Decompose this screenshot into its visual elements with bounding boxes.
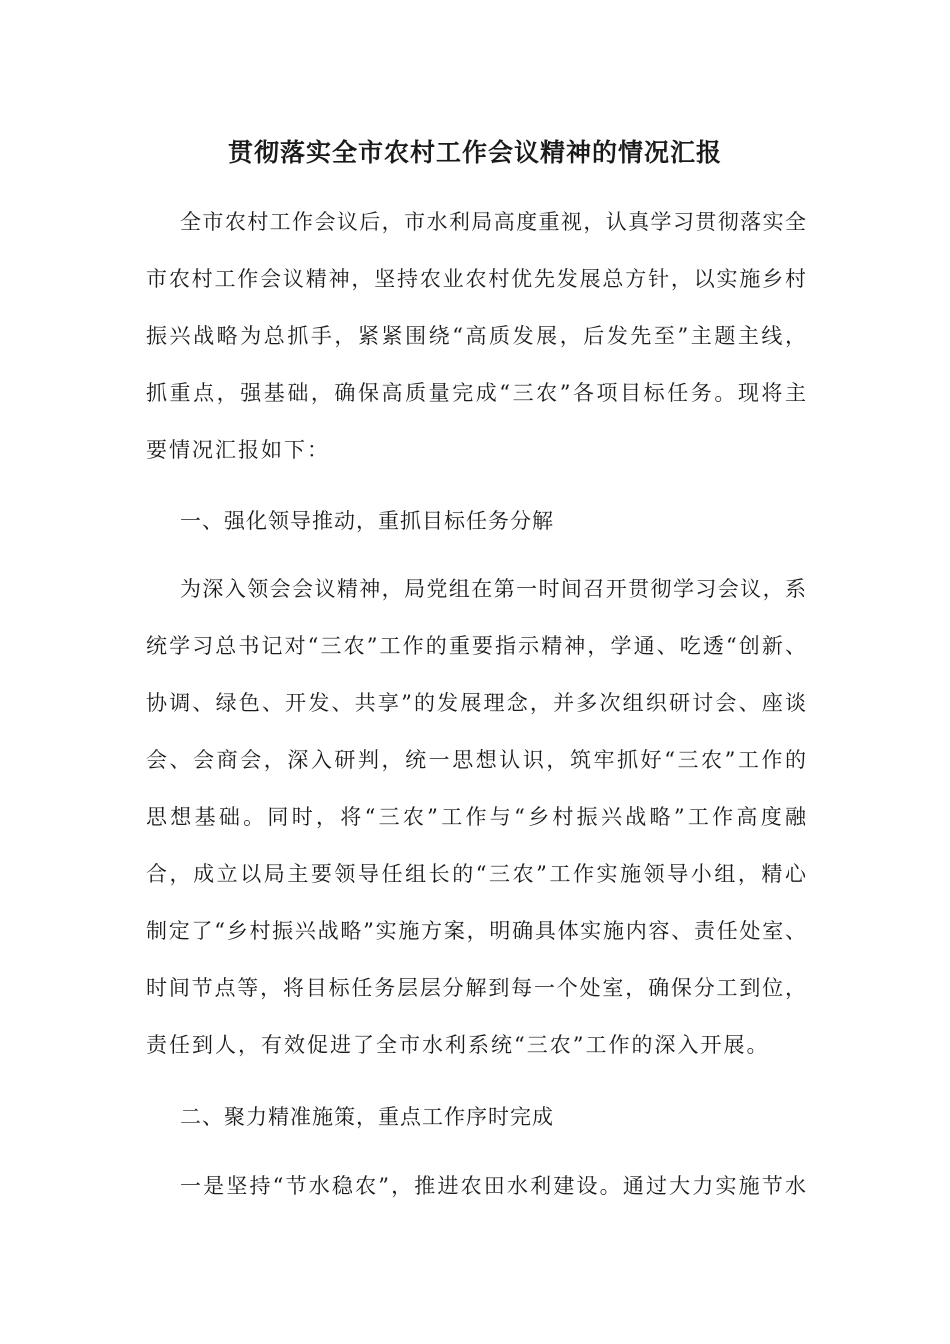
paragraph-1-line-4: 抓重点，强基础，确保高质量完成“三农”各项目标任务。现将主 bbox=[146, 381, 806, 405]
paragraph-1-line-1: 全市农村工作会议后，市水利局高度重视，认真学习贯彻落实全 bbox=[180, 210, 806, 234]
section-heading-2: 二、聚力精准施策，重点工作序时完成 bbox=[180, 1105, 554, 1129]
document-title: 贯彻落实全市农村工作会议精神的情况汇报 bbox=[227, 138, 722, 167]
paragraph-1-line-5: 要情况汇报如下： bbox=[146, 438, 330, 462]
section-heading-1: 一、强化领导推动，重抓目标任务分解 bbox=[180, 509, 554, 533]
paragraph-2-line-8: 时间节点等，将目标任务层层分解到每一个处室，确保分工到位， bbox=[146, 976, 806, 1000]
paragraph-2-line-5: 思想基础。同时，将“三农”工作与“乡村振兴战略”工作高度融 bbox=[146, 805, 806, 829]
paragraph-2-line-6: 合，成立以局主要领导任组长的“三农”工作实施领导小组，精心 bbox=[146, 862, 806, 886]
paragraph-2-line-2: 统学习总书记对“三农”工作的重要指示精神，学通、吃透“创新、 bbox=[146, 634, 806, 658]
paragraph-2-line-4: 会、会商会，深入研判，统一思想认识，筑牢抓好“三农”工作的 bbox=[146, 748, 806, 772]
paragraph-1-line-3: 振兴战略为总抓手，紧紧围绕“高质发展，后发先至”主题主线， bbox=[146, 324, 806, 348]
paragraph-2-line-7: 制定了“乡村振兴战略”实施方案，明确具体实施内容、责任处室、 bbox=[146, 919, 806, 943]
paragraph-2-line-3: 协调、绿色、开发、共享”的发展理念，并多次组织研讨会、座谈 bbox=[146, 691, 806, 715]
paragraph-2-line-1: 为深入领会会议精神，局党组在第一时间召开贯彻学习会议，系 bbox=[180, 577, 806, 601]
paragraph-2-line-9: 责任到人，有效促进了全市水利系统“三农”工作的深入开展。 bbox=[146, 1033, 770, 1057]
paragraph-1-line-2: 市农村工作会议精神，坚持农业农村优先发展总方针，以实施乡村 bbox=[146, 267, 806, 291]
paragraph-3-line-1: 一是坚持“节水稳农”，推进农田水利建设。通过大力实施节水 bbox=[180, 1174, 806, 1198]
